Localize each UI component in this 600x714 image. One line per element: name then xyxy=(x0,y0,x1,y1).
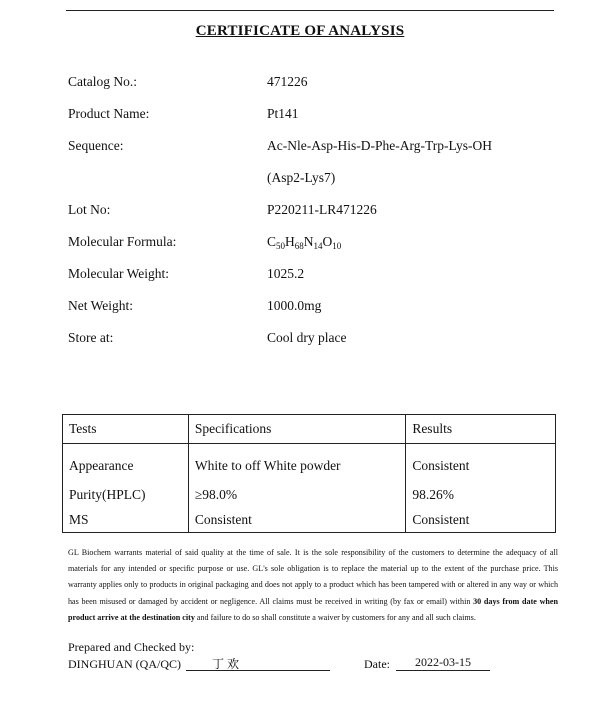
warranty-disclaimer xyxy=(68,545,558,626)
store-value: Cool dry place xyxy=(267,330,347,345)
lot-value: P220211-LR471226 xyxy=(267,202,377,217)
header-tests: Tests xyxy=(63,415,189,444)
sequence-value: Ac-Nle-Asp-His-D-Phe-Arg-Trp-Lys-OH xyxy=(267,138,492,153)
cell-spec: White to off White powder xyxy=(188,444,405,483)
spec-table xyxy=(62,414,556,533)
cell-result: Consistent xyxy=(406,444,556,483)
disclaimer-text-2: and failure to do so shall constitute a waiver by customers for any and all such claims. xyxy=(196,612,476,622)
disclaimer-bold: 30 days from date when product arrive at the destination city xyxy=(68,596,559,622)
formula-h-count: 68 xyxy=(294,241,304,251)
header-specifications: Specifications xyxy=(188,415,405,444)
cell-test: Appearance xyxy=(63,444,189,483)
prepared-by: Prepared and Checked by: xyxy=(68,640,195,654)
net-weight-value: 1000.0mg xyxy=(267,298,322,313)
catalog-value: 471226 xyxy=(267,74,308,89)
table-header-row xyxy=(63,415,556,444)
formula-o-count: 10 xyxy=(332,241,342,251)
mol-weight-value: 1025.2 xyxy=(267,266,305,281)
cell-spec: Consistent xyxy=(188,507,405,533)
cell-test: MS xyxy=(63,507,189,533)
formula-c-count: 50 xyxy=(276,241,286,251)
formula-value xyxy=(267,234,341,251)
checker-signature-line xyxy=(186,655,330,671)
catalog-label: Catalog No.: xyxy=(68,74,137,89)
table-row xyxy=(63,482,556,507)
sequence-note: (Asp2-Lys7) xyxy=(267,170,336,185)
formula-n: N xyxy=(303,234,314,249)
formula-o: O xyxy=(322,234,333,249)
disclaimer-text-1: GL Biochem warrants material of said quality at the time of sale. It is the sole responsibility of the customers to determine the adequacy of all materials for any intended or specific purpose or use. GL's sole obligation is to replace the material up to the extent of the purchase price. This warranty applies only to products in original packaging and does not apply to a product which has been tampered with or altered in any way or which has been misused or damaged by accident or negligence. All claims must be received in writing (by fax or email) within xyxy=(68,548,558,606)
lot-label: Lot No: xyxy=(68,202,111,217)
sequence-label: Sequence: xyxy=(68,138,124,153)
store-label: Store at: xyxy=(68,330,114,345)
table-row xyxy=(63,507,556,533)
formula-h: H xyxy=(285,234,295,249)
product-name-label: Product Name: xyxy=(68,106,150,121)
header-results: Results xyxy=(406,415,556,444)
cell-result: 98.26% xyxy=(406,482,556,507)
formula-c: C xyxy=(267,234,277,249)
table-row xyxy=(63,444,556,483)
date-value: 2022-03-15 xyxy=(396,655,490,671)
date-label: Date: xyxy=(364,657,390,671)
formula-n-count: 14 xyxy=(313,241,323,251)
checker-signature: 丁 欢 xyxy=(212,657,240,671)
product-name-value: Pt141 xyxy=(267,106,299,121)
cell-spec: ≥98.0% xyxy=(188,482,405,507)
document-title: CERTIFICATE OF ANALYSIS xyxy=(195,23,405,39)
checker-label: DINGHUAN (QA/QC) xyxy=(68,657,181,671)
formula-label: Molecular Formula: xyxy=(68,234,177,249)
net-weight-label: Net Weight: xyxy=(68,298,134,313)
mol-weight-label: Molecular Weight: xyxy=(68,266,170,281)
top-rule xyxy=(66,10,554,11)
cell-test: Purity(HPLC) xyxy=(63,482,189,507)
cell-result: Consistent xyxy=(406,507,556,533)
